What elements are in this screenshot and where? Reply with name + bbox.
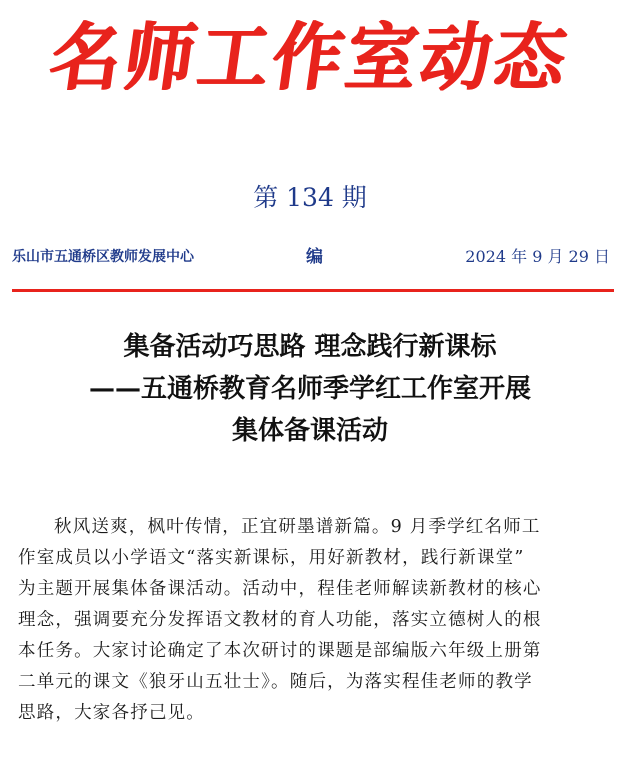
issue-number: 第 134 期	[253, 183, 367, 212]
article-title-line-2: ——五通桥教育名师季学红工作室开展	[88, 374, 531, 404]
body-line-6: 二单元的课文《狼牙山五壮士》。随后，为落实程佳老师的教学	[18, 672, 533, 692]
header-divider	[12, 289, 614, 292]
info-row	[12, 244, 610, 270]
issue-date: 2024 年 9 月 29 日	[465, 247, 610, 266]
body-line-3: 为主题开展集体备课活动。活动中，程佳老师解读新教材的核心	[18, 579, 542, 599]
masthead-title: 名师工作室动态	[44, 14, 576, 102]
body-line-4: 理念，强调要充分发挥语文教材的育人功能，落实立德树人的根	[18, 610, 542, 630]
masthead	[0, 8, 620, 118]
body-line-7: 思路，大家各抒己见。	[18, 703, 205, 723]
body-line-5: 本任务。大家讨论确定了本次研讨的课题是部编版六年级上册第	[18, 641, 542, 661]
article-title-line-1: 集备活动巧思路 理念践行新课标	[123, 332, 497, 362]
publisher: 乐山市五通桥区教师发展中心	[12, 249, 194, 265]
editor-label: 编	[306, 247, 323, 267]
article-title	[0, 326, 620, 452]
article-body	[18, 512, 608, 729]
body-line-1: 秋风送爽，枫叶传情，正宜研墨谱新篇。9 月季学红名师工	[54, 517, 541, 537]
article-title-line-3: 集体备课活动	[231, 416, 388, 446]
body-line-2: 作室成员以小学语文“落实新课标，用好新教材，践行新课堂”	[18, 548, 525, 568]
